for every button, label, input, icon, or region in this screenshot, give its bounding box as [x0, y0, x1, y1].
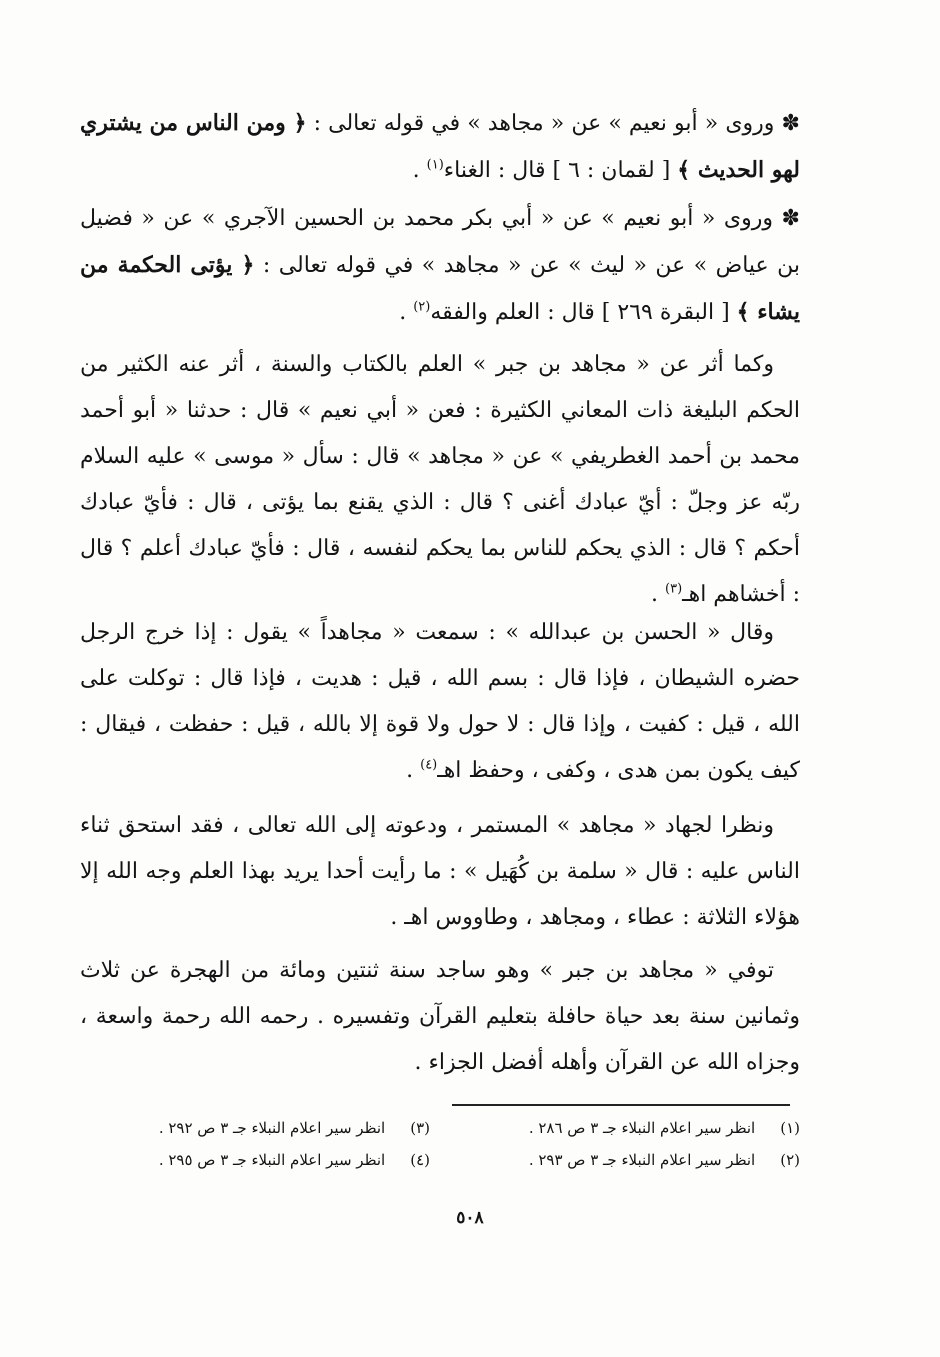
- footnote-3-number: (٣): [410, 1119, 430, 1137]
- paragraph-1-tail: [ لقمان : ٦ ] قال : الغناء: [443, 158, 678, 183]
- paragraph-6-text: توفي « مجاهد بن جبر » وهو ساجد سنة ثنتين ومائة من الهجرة عن ثلاث وثمانين سنة بعد حياة حافلة بتعليم القرآن وتفسيره . رحمه الله رحمة واسعة ، وجزاه الله عن القرآن وأهله أفضل الجزاء .: [80, 958, 800, 1075]
- footnote-4-number: (٤): [410, 1151, 430, 1169]
- paragraph-1-end: .: [412, 158, 427, 183]
- paragraph-3-text: وكما أثر عن « مجاهد بن جبر » العلم بالكتاب والسنة ، أثر عنه الكثير من الحكم البليغة ذات المعاني الكثيرة : فعن « أبي نعيم » قال : حدثنا « أبو أحمد محمد بن أحمد الغطريفي » عن « مجاهد » قال : سأل « موسى » عليه السلام ربّه عز وجلّ : أيّ عبادك أغنى ؟ قال : الذي يقنع بما يؤتى ، قال : فأيّ عبادك أحكم ؟ قال : الذي يحكم للناس بما يحكم لنفسه ، قال : فأيّ عبادك أعلم ؟ قال : أخشاهم اهـ: [80, 352, 800, 607]
- footnote-3-text: انظر سير اعلام النبلاء جـ ٣ ص ٢٩٢ .: [158, 1119, 386, 1137]
- footnote-1: [529, 1112, 800, 1144]
- paragraph-1-lead: ✽ وروى « أبو نعيم » عن « مجاهد » في قوله تعالى :: [306, 111, 800, 136]
- paragraph-5-text: ونظرا لجهاد « مجاهد » المستمر ، ودعوته إلى الله تعالى ، فقد استحق ثناء الناس عليه : قال « سلمة بن كُهَيل » : ما رأيت أحدا يريد بهذا العلم وجه الله إلا هؤلاء الثلاثة : عطاء ، ومجاهد ، وطاووس اهـ .: [80, 813, 800, 930]
- paragraph-3-end: .: [651, 582, 666, 607]
- paragraph-3: [80, 342, 800, 618]
- footnote-1-text: انظر سير اعلام النبلاء جـ ٣ ص ٢٨٦ .: [528, 1119, 756, 1137]
- paragraph-4: [80, 610, 800, 794]
- footnote-4-text: انظر سير اعلام النبلاء جـ ٣ ص ٢٩٥ .: [158, 1151, 386, 1169]
- paragraph-1: [80, 100, 800, 194]
- paragraph-2-lead: ✽ وروى « أبو نعيم » عن « أبي بكر محمد بن الحسين الآجري » عن « فضيل بن عياض » عن « ليث » عن « مجاهد » في قوله تعالى :: [80, 206, 800, 278]
- page-number: ٥٠٨: [456, 1208, 484, 1228]
- paragraph-4-text: وقال « الحسن بن عبدالله » : سمعت « مجاهداً » يقول : إذا خرج الرجل حضره الشيطان ، فإذا قال : بسم الله ، قيل : هديت ، فإذا قال : توكلت على الله ، قيل : كفيت ، وإذا قال : لا حول ولا قوة إلا بالله ، قيل : حفظت ، فيقال : كيف يكون بمن هدى ، وكفى ، وحفظ اهـ: [80, 620, 800, 783]
- footnote-2: [529, 1144, 800, 1176]
- footnote-ref-3: (٣): [665, 581, 683, 597]
- footnote-ref-1: (١): [426, 157, 444, 173]
- footnote-ref-2: (٢): [413, 299, 431, 315]
- paragraph-6: [80, 948, 800, 1086]
- footnote-1-number: (١): [780, 1119, 800, 1137]
- paragraph-2-end: .: [399, 300, 414, 325]
- footnote-2-number: (٢): [780, 1151, 800, 1169]
- paragraph-4-end: .: [406, 758, 421, 783]
- footnote-2-text: انظر سير اعلام النبلاء جـ ٣ ص ٢٩٣ .: [528, 1151, 756, 1169]
- quran-verse-baqara: ﴿ يؤتى الحكمة من يشاء ﴾: [80, 252, 800, 325]
- footnote-4: [159, 1144, 430, 1176]
- paragraph-2: [80, 196, 800, 336]
- paragraph-5: [80, 803, 800, 941]
- paragraph-2-tail: [ البقرة ٢٦٩ ] قال : العلم والفقه: [430, 300, 737, 325]
- footnote-divider: [452, 1104, 790, 1106]
- quran-verse-luqman: ﴿ ومن الناس من يشتري لهو الحديث ﴾: [80, 110, 800, 183]
- footnote-3: [159, 1112, 430, 1144]
- footnote-ref-4: (٤): [420, 757, 438, 773]
